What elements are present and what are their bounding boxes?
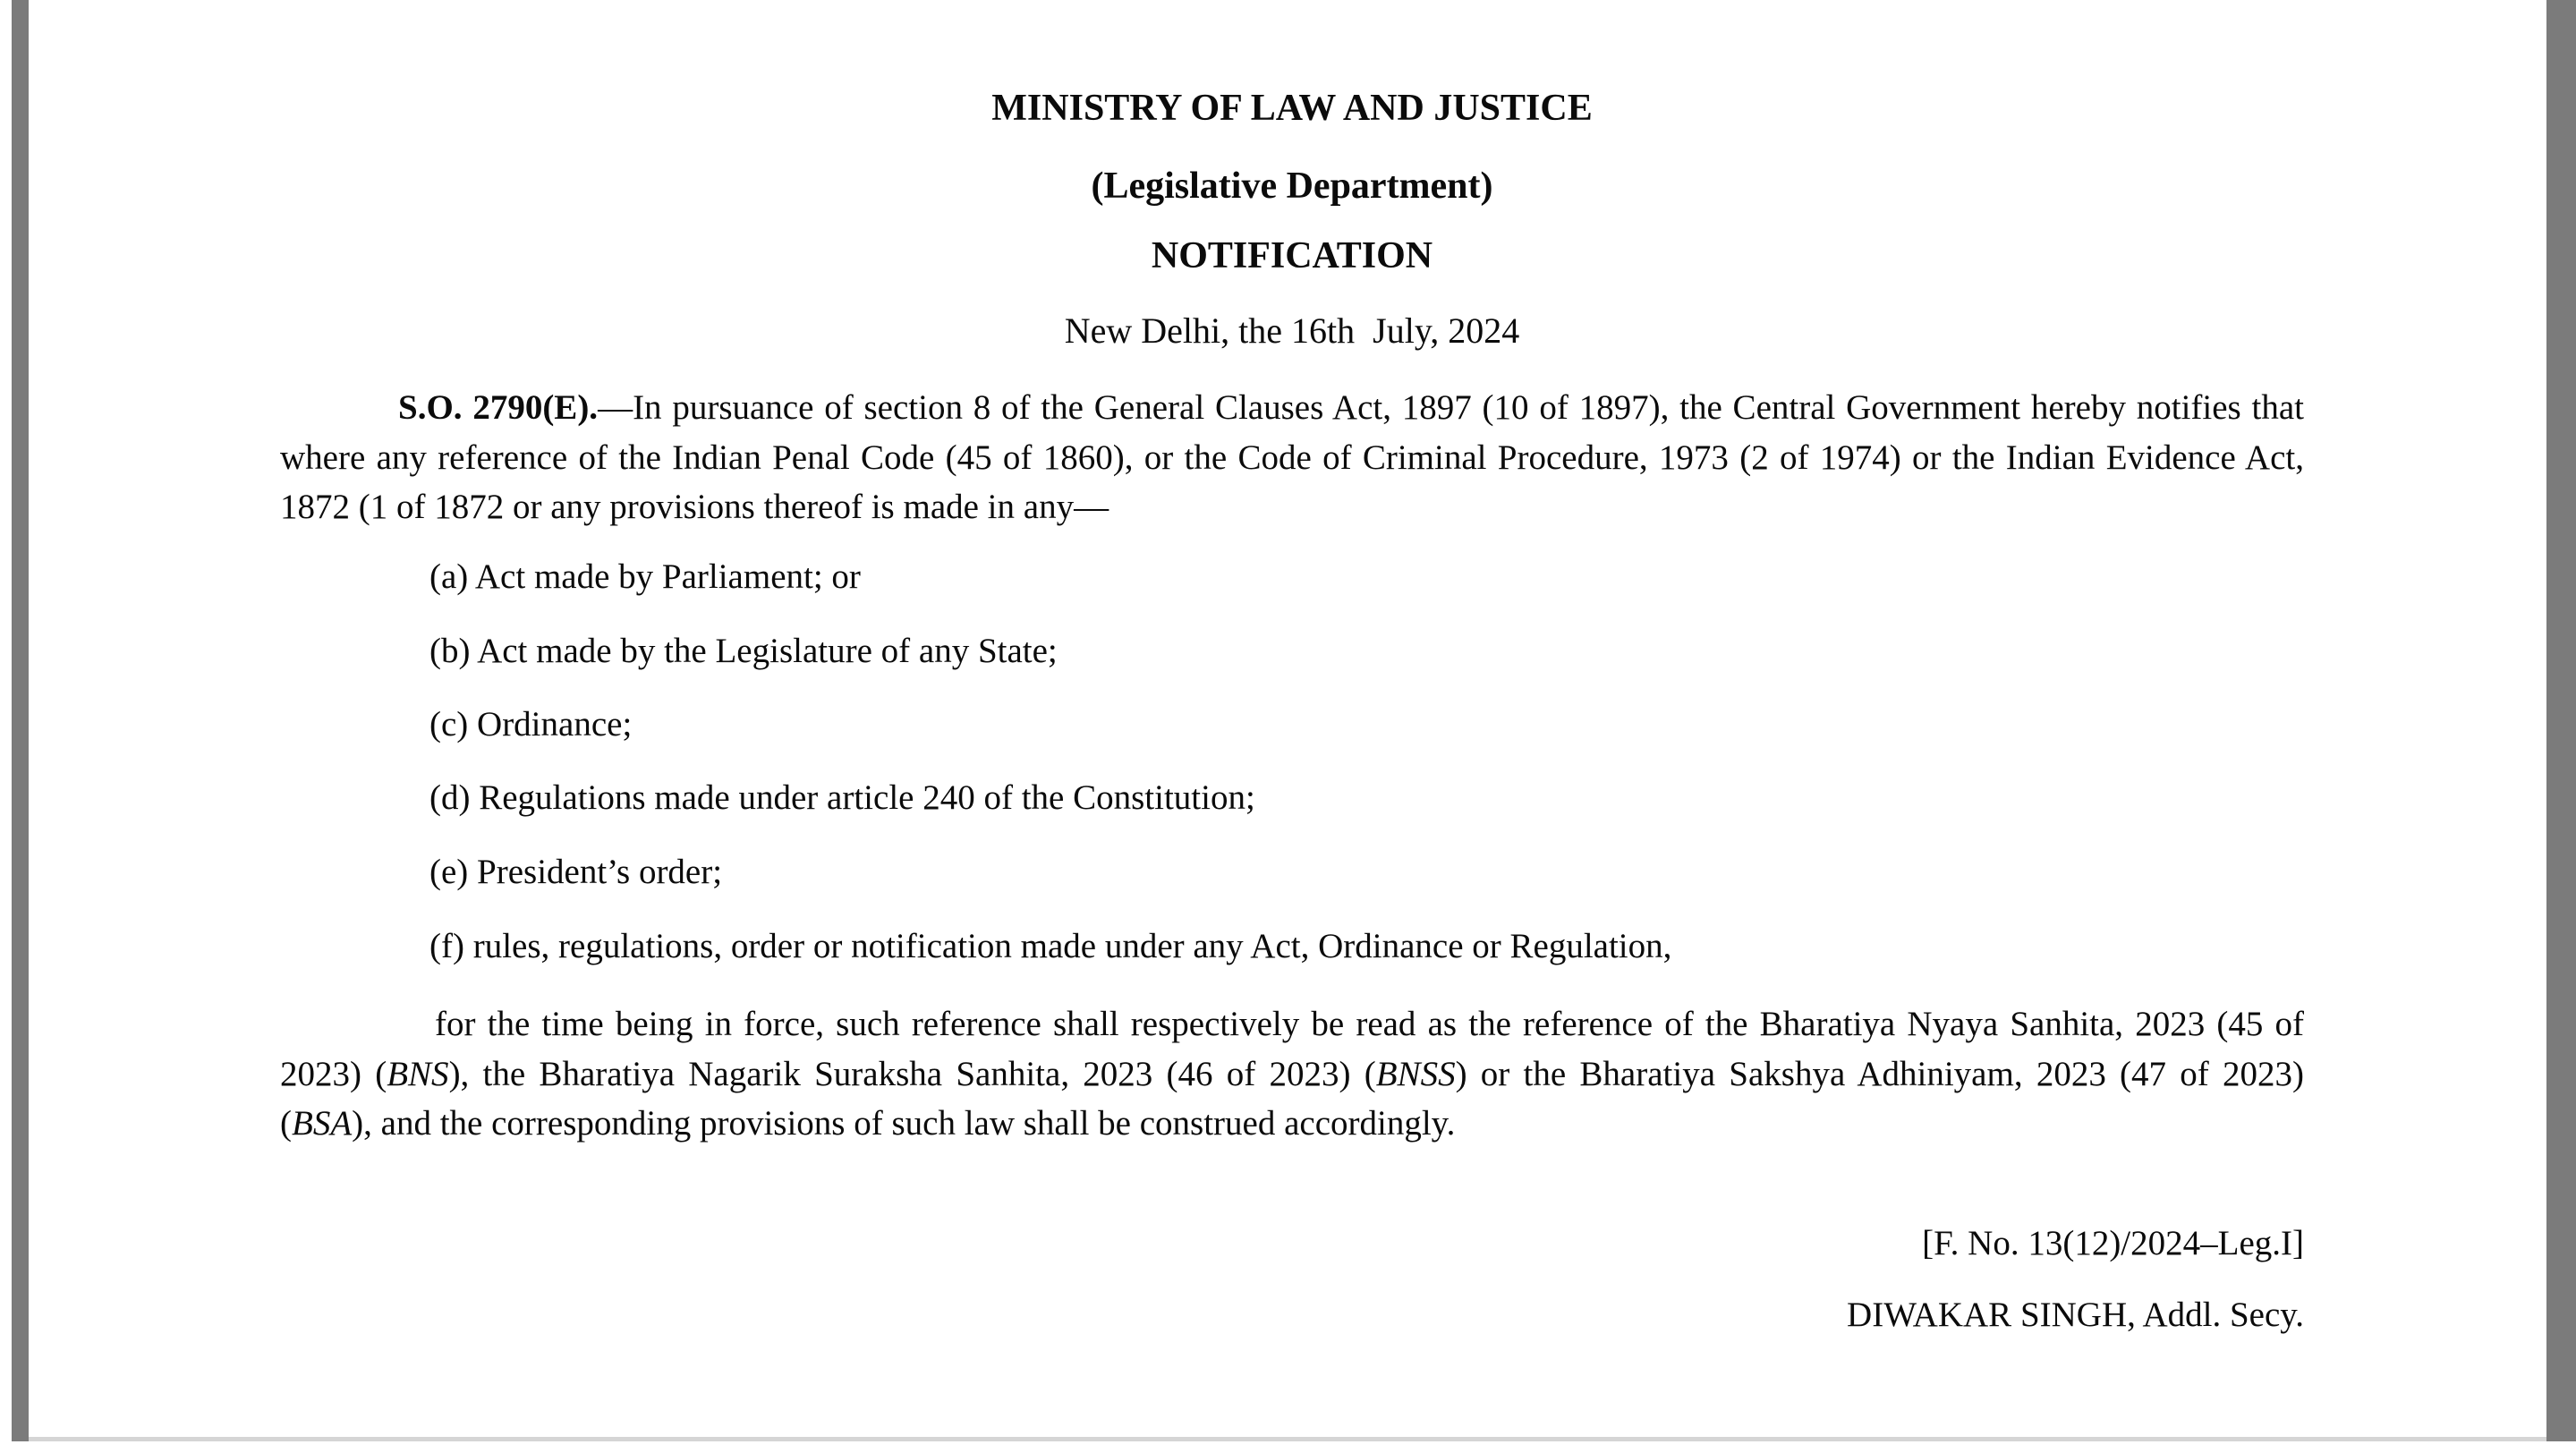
page-right-edge [2546,0,2576,1441]
signatory: DIWAKAR SINGH, Addl. Secy. [1847,1296,2304,1334]
clause-a: (a) Act made by Parliament; or [429,557,861,596]
page-left-edge [12,0,29,1441]
ministry-heading: MINISTRY OF LAW AND JUSTICE [991,88,1593,129]
clause-c: (c) Ordinance; [429,705,633,743]
notification-heading: NOTIFICATION [1151,235,1433,276]
file-number: [F. No. 13(12)/2024–Leg.I] [1922,1224,2304,1262]
clause-d: (d) Regulations made under article 240 of the Constitution; [429,778,1255,817]
department-heading: (Legislative Department) [1091,166,1493,207]
clause-e: (e) President’s order; [429,853,723,891]
dateline: New Delhi, the 16th July, 2024 [1064,310,1520,351]
page-bottom-edge [29,1437,2546,1441]
clause-b: (b) Act made by the Legislature of any State; [429,632,1058,670]
notification-document [280,0,2304,1437]
closing-paragraph: for the time being in force, such reference shall respectively be read as the reference of the Bharatiya Nyaya Sanhita, 2023 (45 of 2023) (BNS), the Bharatiya Nagarik Suraksha Sanhita, 2023 (46 of 2023) (BNSS) or the Bharatiya Sakshya Adhiniyam, 2023 (47 of 2023) (BSA), and the corresponding provisions of such law shall be construed accordingly. [280,1005,2305,1143]
clause-f: (f) rules, regulations, order or notification made under any Act, Ordinance or Regulation, [429,927,1672,965]
opening-paragraph: S.O. 2790(E).—In pursuance of section 8 of the General Clauses Act, 1897 (10 of 1897), the Central Government hereby notifies that where any reference of the Indian Penal Code (45 of 1860), or the Code of Criminal Procedure, 1973 (2 of 1974) or the Indian Evidence Act, 1872 (1 of 1872 or any provisions thereof is made in any— [280,388,2305,526]
